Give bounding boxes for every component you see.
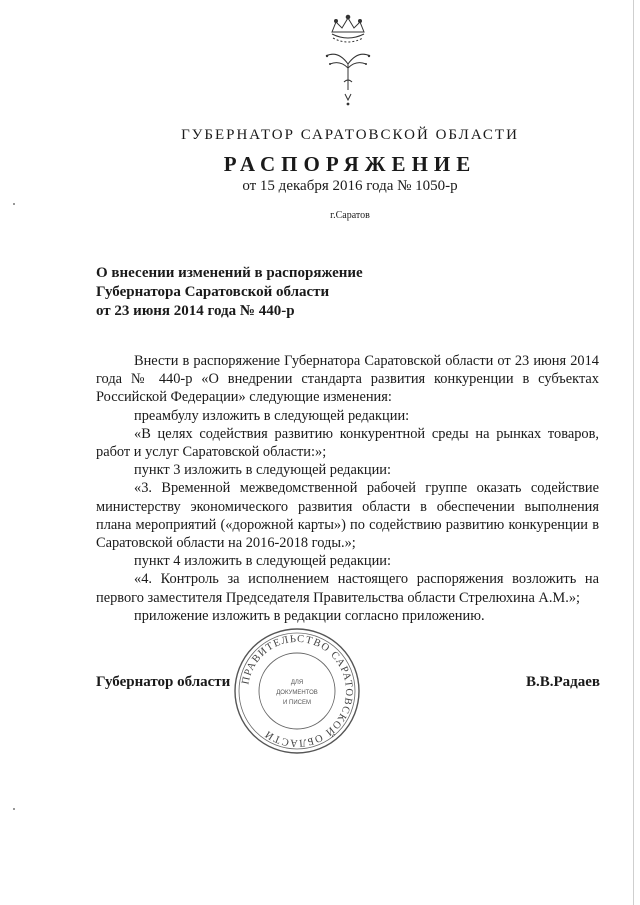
- document-city: г.Саратов: [330, 210, 370, 221]
- scan-speck: [13, 808, 15, 810]
- body-paragraph: пункт 3 изложить в следующей редакции:: [134, 462, 391, 479]
- svg-text:ДОКУМЕНТОВ: ДОКУМЕНТОВ: [276, 690, 318, 696]
- body-paragraph: Внести в распоряжение Губернатора Саратовской области от 23 июня 2014 года № 440-р «О внедрении стандарта развития конкуренции в субъектах Российской Федерации» следующие изменения:: [96, 353, 599, 406]
- scan-edge-line: [633, 0, 634, 905]
- body-paragraph: приложение изложить в редакции согласно приложению.: [134, 607, 485, 624]
- body-paragraph: «В целях содействия развитию конкурентной среды на рынках товаров, работ и услуг Саратовской области:»;: [96, 425, 599, 461]
- subject-line: Губернатора Саратовской области: [96, 284, 330, 300]
- coat-of-arms-icon: [318, 12, 378, 112]
- body-paragraph: «4. Контроль за исполнением настоящего распоряжения возложить на первого заместителя Председателя Правительства области Стрелюхина А.М.»;: [96, 571, 599, 606]
- official-seal-stamp: [232, 626, 362, 756]
- svg-text:И ПИСЕМ: И ПИСЕМ: [283, 700, 311, 706]
- authority-title: ГУБЕРНАТОР САРАТОВСКОЙ ОБЛАСТИ: [181, 127, 519, 143]
- body-paragraph: «3. Временной межведомственной рабочей группе оказать содействие министерству экономического развития области в обеспечении выполнения плана мероприятий («дорожной карты») по содействию развитию конкуренции в Саратовской области на 2016-2018 годы.»;: [96, 480, 599, 552]
- svg-text:ДЛЯ: ДЛЯ: [290, 680, 304, 686]
- body-paragraph: пункт 4 изложить в следующей редакции:: [134, 553, 391, 570]
- document-subject: [96, 264, 416, 321]
- document-type: РАСПОРЯЖЕНИЕ: [223, 152, 477, 176]
- scan-speck: [13, 203, 15, 205]
- document-date-number: от 15 декабря 2016 года № 1050-р: [242, 178, 458, 194]
- subject-line: от 23 июня 2014 года № 440-р: [96, 303, 295, 319]
- document-body: [96, 352, 599, 625]
- signature-name: В.В.Радаев: [526, 674, 601, 690]
- signature-title: Губернатор области: [96, 674, 231, 690]
- subject-line: О внесении изменений в распоряжение: [96, 265, 363, 281]
- body-paragraph: преамбулу изложить в следующей редакции:: [134, 407, 410, 424]
- svg-text:ПРАВИТЕЛЬСТВО САРАТОВСКОЙ ОБЛА: ПРАВИТЕЛЬСТВО САРАТОВСКОЙ ОБЛАСТИ: [240, 633, 355, 749]
